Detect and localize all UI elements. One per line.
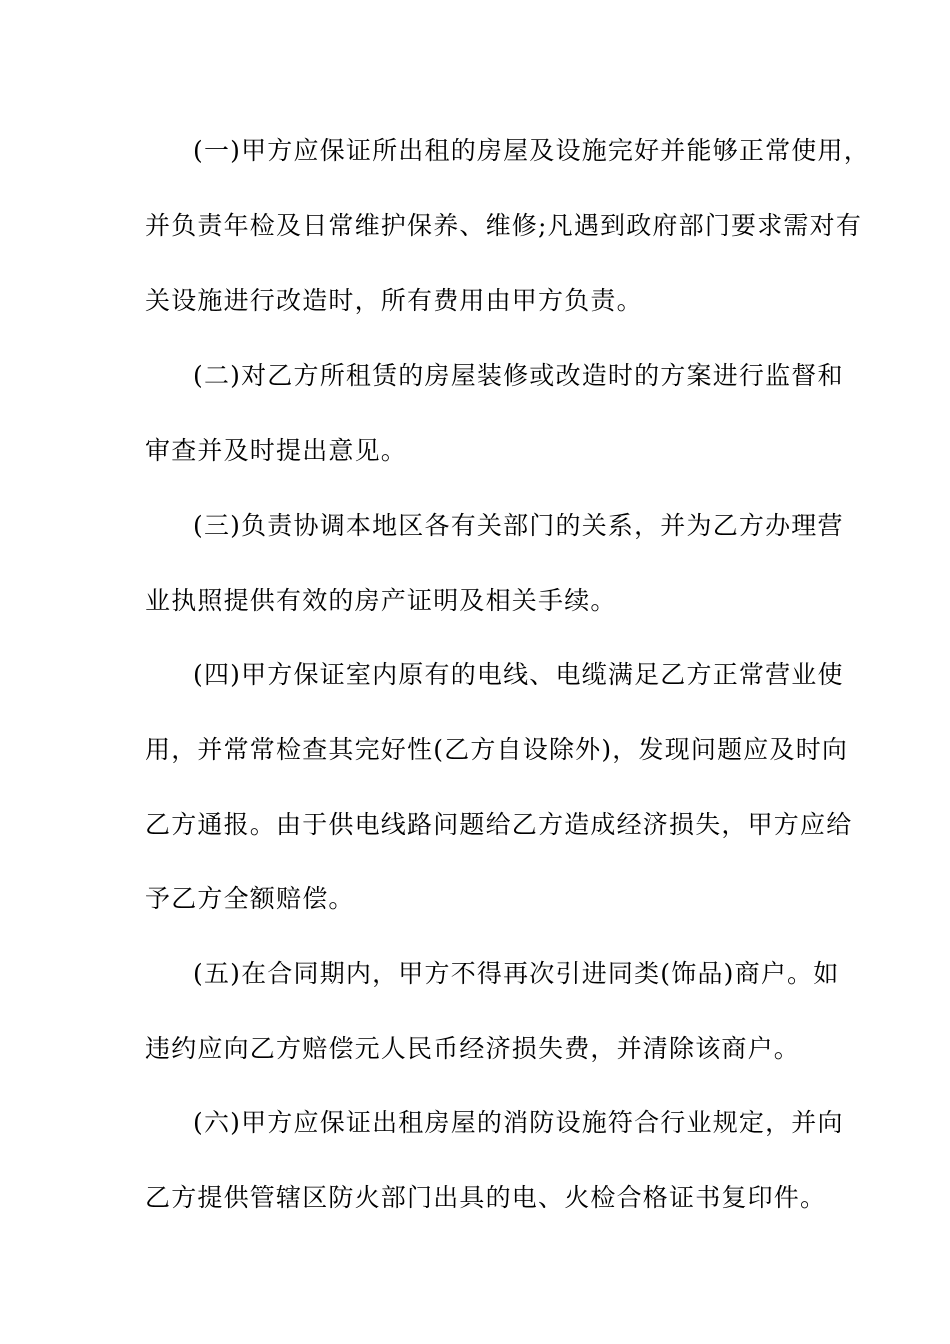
clause-6-line-1: (六)甲方应保证出租房屋的消防设施符合行业规定，并向 xyxy=(193,1108,844,1137)
clause-4-line-3: 乙方通报。由于供电线路问题给乙方造成经济损失，甲方应给 xyxy=(145,810,853,839)
clause-4-line-1: (四)甲方保证室内原有的电线、电缆满足乙方正常营业使 xyxy=(193,660,844,689)
clause-5-line-2: 违约应向乙方赔偿元人民币经济损失费，并清除该商户。 xyxy=(145,1034,801,1063)
clause-4-line-2: 用，并常常检查其完好性(乙方自设除外)，发现问题应及时向 xyxy=(145,735,849,764)
clause-1-line-2: 并负责年检及日常维护保养、维修;凡遇到政府部门要求需对有 xyxy=(145,211,863,240)
clause-2-line-1: (二)对乙方所租赁的房屋装修或改造时的方案进行监督和 xyxy=(193,361,844,390)
clause-4-line-4: 予乙方全额赔偿。 xyxy=(145,884,355,913)
clause-2-line-2: 审查并及时提出意见。 xyxy=(145,436,408,465)
clause-6-line-2: 乙方提供管辖区防火部门出具的电、火检合格证书复印件。 xyxy=(145,1183,827,1212)
clause-1-line-1: (一)甲方应保证所出租的房屋及设施完好并能够正常使用， xyxy=(193,136,870,165)
clause-3-line-1: (三)负责协调本地区各有关部门的关系，并为乙方办理营 xyxy=(193,511,844,540)
clause-3-line-2: 业执照提供有效的房产证明及相关手续。 xyxy=(145,586,617,615)
clause-5-line-1: (五)在合同期内，甲方不得再次引进同类(饰品)商户。如 xyxy=(193,959,840,988)
clause-1-line-3: 关设施进行改造时，所有费用由甲方负责。 xyxy=(145,286,643,315)
